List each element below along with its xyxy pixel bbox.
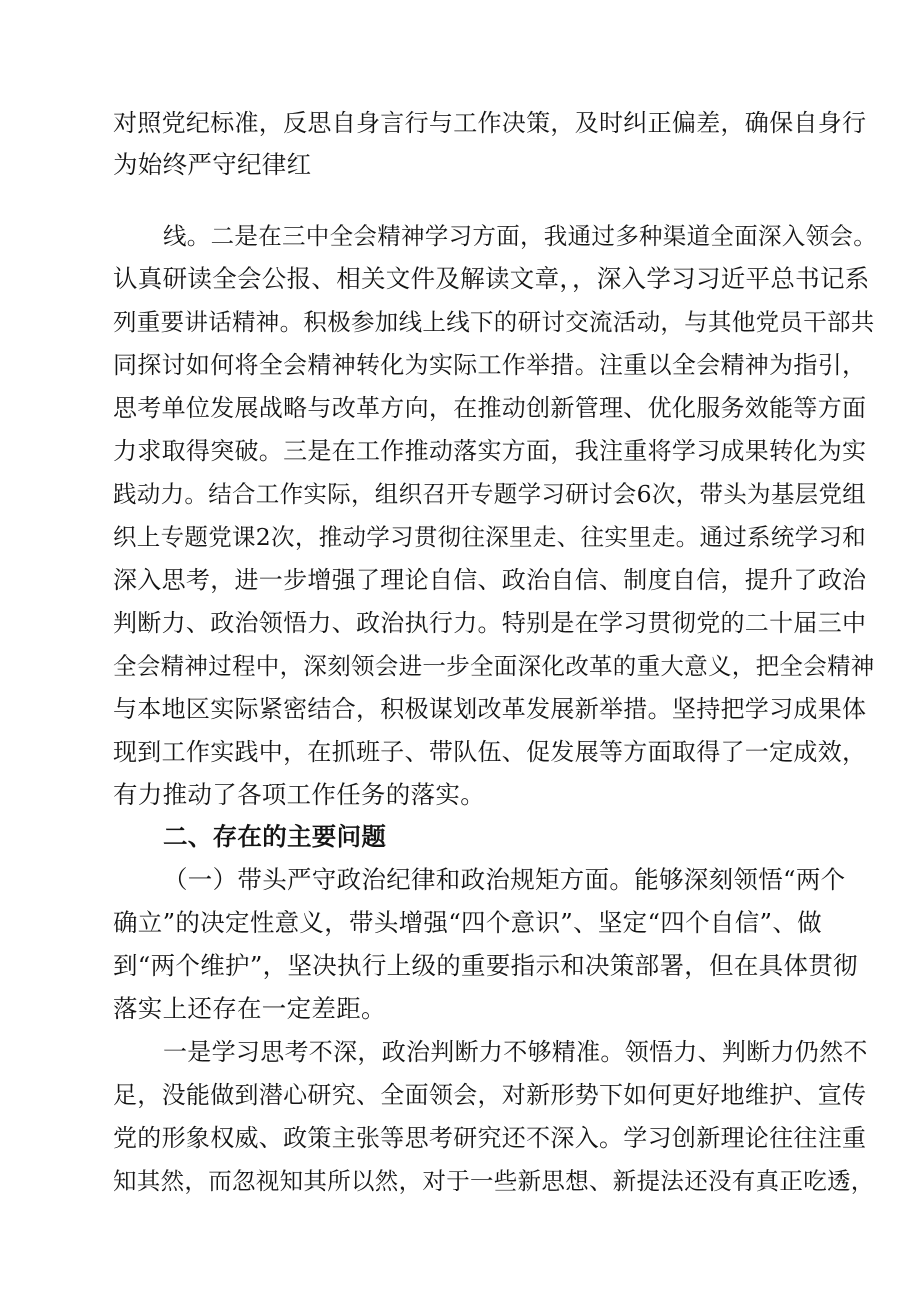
body-text-line: 力求取得突破。三是在工作推动落实方面，我注重将学习成果转化为实 (113, 437, 867, 465)
body-text-line: 落实上还存在一定差距。 (113, 994, 386, 1023)
body-text-line: 为始终严守纪律红 (113, 150, 312, 179)
body-text-line: 线。二是在三中全会精神学习方面，我通过多种渠道全面深入领会。 (163, 222, 877, 250)
body-text-line: 一是学习思考不深，政治判断力不够精准。领悟力、判断力仍然不 (163, 1038, 868, 1066)
body-text-line: 对照党纪标准，反思自身言行与工作决策，及时纠正偏差，确保自身行 (113, 109, 867, 137)
body-text-line: 到“两个维护”，坚决执行上级的重要指示和决策部署，但在具体贯彻 (113, 951, 858, 980)
body-text-line: 足，没能做到潜心研究、全面领会，对新形势下如何更好地维护、宣传 (113, 1081, 867, 1109)
body-text-line: 全会精神过程中，深刻领会进一步全面深化改革的重大意义，把全会精神 (113, 652, 875, 680)
body-text-line: 确立”的决定性意义，带头增强“四个意识”、坚定“四个自信”、做 (113, 908, 822, 937)
section-heading: 二、存在的主要问题 (163, 822, 387, 851)
body-text-line: 与本地区实际紧密结合，积极谋划改革发展新举措。坚持把学习成果体 (113, 695, 867, 723)
body-text-line: 认真研读全会公报、相关文件及解读文章，，深入学习习近平总书记系 (113, 264, 870, 293)
body-text-line: 党的形象权威、政策主张等思考研究还不深入。学习创新理论往往注重 (113, 1124, 867, 1152)
body-text-line: 思考单位发展战略与改革方向，在推动创新管理、优化服务效能等方面 (113, 394, 867, 422)
body-text-line: 判断力、政治领悟力、政治执行力。特别是在学习贯彻党的二十届三中 (113, 609, 867, 637)
body-text-line: 有力推动了各项工作任务的落实。 (113, 780, 485, 809)
body-text-line: （一）带头严守政治纪律和政治规矩方面。能够深刻领悟“两个 (163, 865, 846, 894)
body-text-line: 现到工作实践中，在抓班子、带队伍、促发展等方面取得了一定成效， (113, 738, 867, 766)
body-text-line: 践动力。结合工作实际，组织召开专题学习研讨会6次，带头为基层党组 (113, 480, 867, 508)
body-text-line: 知其然，而忽视知其所以然，对于一些新思想、新提法还没有真正吃透， (113, 1167, 875, 1195)
body-text-line: 织上专题党课2次，推动学习贯彻往深里走、往实里走。通过系统学习和 (113, 523, 867, 551)
body-text-line: 深入思考，进一步增强了理论自信、政治自信、制度自信，提升了政治 (113, 566, 867, 594)
body-text-line: 列重要讲话精神。积极参加线上线下的研讨交流活动，与其他党员干部共 (113, 308, 875, 336)
body-text-line: 同探讨如何将全会精神转化为实际工作举措。注重以全会精神为指引， (113, 351, 867, 379)
